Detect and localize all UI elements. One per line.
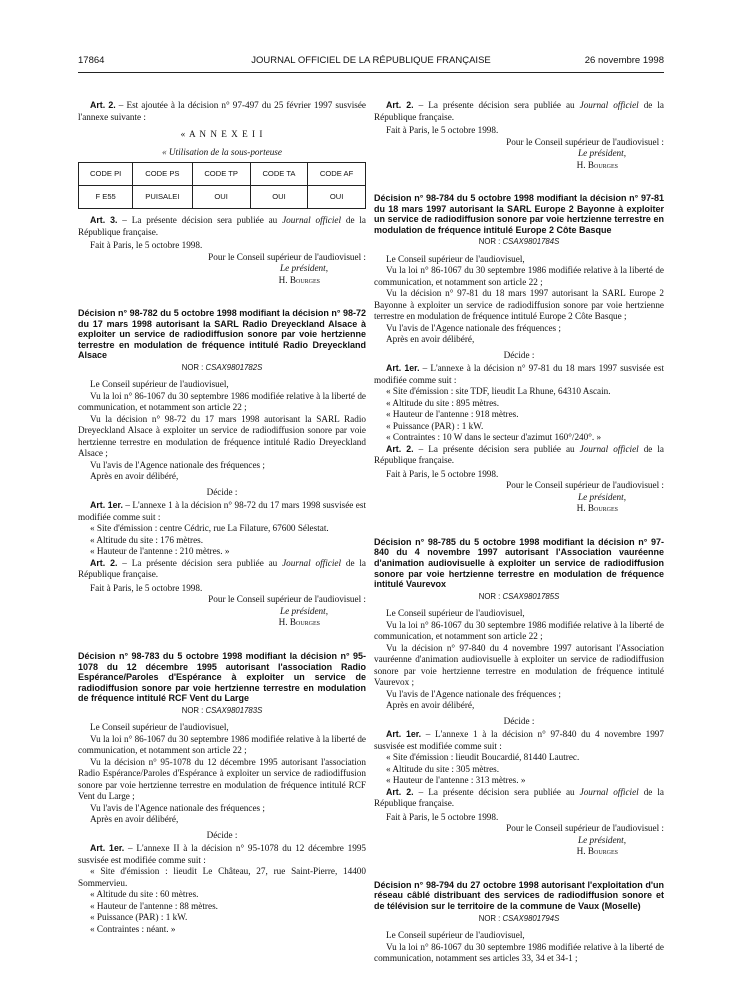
- nor-reference: NOR : CSAX9801782S: [181, 362, 263, 372]
- annex-title: « A N N E X E I I: [180, 129, 264, 139]
- paragraph: Après en avoir délibéré,: [386, 700, 475, 711]
- paragraph: Le Conseil supérieur de l'audiovisuel,: [90, 379, 229, 390]
- signature-name: H. Bourges: [576, 503, 618, 514]
- decision-heading: Décision n° 98-784 du 5 octobre 1998 modifiant la décision n° 97-81 du 18 mars 1997 autorisant la SARL Europe 2 Bayonne à exploiter un service de radiodiffusion sonore par voie hertzienne terrestre en modulation de fréquence intitulé Europe 2 Côte Basque: [374, 193, 664, 235]
- list-item: « Site d'émission : lieudit Le Château, 27, rue Saint-Pierre, 14400 Sommervieu.: [78, 866, 366, 888]
- signature-block: [78, 594, 366, 629]
- header-rule: [78, 72, 664, 73]
- paragraph: Le Conseil supérieur de l'audiovisuel,: [386, 930, 525, 941]
- article-1: Art. 1er. – L'annexe à la décision n° 97-81 du 18 mars 1997 susvisée est modifiée comme suit :: [374, 363, 665, 385]
- nor-reference: NOR : CSAX9801784S: [478, 237, 560, 247]
- paragraph: Vu la loi n° 86-1067 du 30 septembre 1986 modifiée relative à la liberté de communication, notamment ses articles 33, 34 et 34-1 ;: [374, 941, 664, 964]
- list-item: « Site d'émission : lieudit Boucardié, 81440 Lautrec.: [386, 752, 580, 763]
- issue-date: 26 novembre 1998: [584, 55, 664, 66]
- list-item: « Hauteur de l'antenne : 88 mètres.: [90, 900, 218, 911]
- paragraph: Vu la loi n° 86-1067 du 30 septembre 1986 modifiée relative à la liberté de communication, et notamment son article 22 ;: [374, 265, 664, 287]
- article-2: Art. 2. – La présente décision sera publiée au Journal officiel de la République française.: [374, 100, 665, 122]
- decide-label: Décide :: [206, 486, 238, 497]
- page-number: 17864: [78, 55, 105, 66]
- decision-heading: Décision n° 98-785 du 5 octobre 1998 modifiant la décision n° 97-840 du 4 novembre 1997 autorisant l'Association vauréenne d'animation audiovisuelle à exploiter un service de radiodiffusion sonore par voie hertzienne terrestre en modulation de fréquence intitulé Vaurevox: [374, 536, 664, 590]
- decide-label: Décide :: [206, 829, 238, 840]
- list-item: « Site d'émission : site TDF, lieudit La Rhune, 64310 Ascain.: [386, 386, 611, 397]
- decide-label: Décide :: [503, 715, 535, 726]
- signature-block: [374, 823, 664, 858]
- signature-president: Le président,: [280, 263, 328, 273]
- signature-name: H. Bourges: [576, 846, 618, 857]
- list-item: « Hauteur de l'antenne : 210 mètres. »: [90, 546, 230, 557]
- journal-title: JOURNAL OFFICIEL DE LA RÉPUBLIQUE FRANÇAISE: [251, 55, 491, 66]
- paragraph: Vu la loi n° 86-1067 du 30 septembre 1986 modifiée relative à la liberté de communication, et notamment son article 22 ;: [374, 619, 664, 642]
- table-header-row: [79, 163, 366, 186]
- signature-line: Pour le Conseil supérieur de l'audiovisuel :: [506, 136, 664, 147]
- paragraph: Vu l'avis de l'Agence nationale des fréquences ;: [90, 802, 265, 813]
- list-item: « Altitude du site : 895 mètres.: [386, 397, 500, 408]
- fait-a-paris: Fait à Paris, le 5 octobre 1998.: [90, 582, 203, 593]
- table-cell: OUI: [250, 186, 307, 209]
- paragraph: Vu la décision n° 98-72 du 17 mars 1998 autorisant la SARL Radio Dreyeckland Alsace à exploiter un service de radiodiffusion sonore par voie hertzienne terrestre en modulation de fréquence intitulé Radio Dreyeckland Alsace ;: [78, 413, 366, 459]
- nor-reference: NOR : CSAX9801783S: [181, 705, 263, 715]
- signature-name: H. Bourges: [278, 274, 320, 285]
- paragraph: Vu la décision n° 97-81 du 18 mars 1997 autorisant la SARL Europe 2 Bayonne à exploiter un service de radiodiffusion sonore par voie hertzienne terrestre en modulation de fréquence intitulé Europe 2 Côte Basque ;: [374, 288, 664, 322]
- decision-heading: Décision n° 98-783 du 5 octobre 1998 modifiant la décision n° 95-1078 du 12 décembre 1995 autorisant l'association Radio Espérance/Paroles d'Espérance à exploiter un service de radiodiffusion sonore par voie hertzienne terrestre en modulation de fréquence intitulé RCF Vent du Large: [78, 650, 366, 704]
- list-item: « Altitude du site : 60 mètres.: [90, 889, 199, 900]
- paragraph: Vu la décision n° 95-1078 du 12 décembre 1995 autorisant l'association Radio Espérance/Paroles d'Espérance à exploiter un service de radiodiffusion sonore par voie hertzienne terrestre en modulation de fréquence intitulé RCF Vent du Large ;: [78, 756, 366, 802]
- table-header-cell: CODE TA: [250, 163, 307, 186]
- signature-block: [374, 480, 664, 515]
- article-2: Art. 2. – Est ajoutée à la décision n° 97-497 du 25 février 1997 susvisée l'annexe suivante :: [78, 100, 366, 122]
- signature-president: Le président,: [578, 148, 626, 158]
- decision-heading: Décision n° 98-782 du 5 octobre 1998 modifiant la décision n° 98-72 du 17 mars 1998 autorisant la SARL Radio Dreyeckland Alsace à exploiter un service de radiodiffusion sonore par voie hertzienne terrestre en modulation de fréquence intitulé Radio Dreyeckland Alsace: [78, 308, 366, 361]
- article-2: Art. 2. – La présente décision sera publiée au Journal officiel de la République française.: [374, 443, 665, 466]
- signature-president: Le président,: [578, 834, 626, 845]
- table-header-cell: CODE PS: [133, 163, 192, 186]
- signature-president: Le président,: [578, 491, 626, 502]
- list-item: « Altitude du site : 176 mètres.: [90, 534, 204, 545]
- paragraph: Vu la loi n° 86-1067 du 30 septembre 1986 modifiée relative à la liberté de communication, et notamment son article 22 ;: [78, 733, 366, 756]
- list-item: « Altitude du site : 305 mètres.: [386, 763, 500, 774]
- codes-table: [78, 162, 366, 209]
- paragraph: Vu l'avis de l'Agence nationale des fréquences ;: [386, 322, 561, 333]
- table-row: [79, 186, 366, 209]
- table-header-cell: CODE AF: [308, 163, 366, 186]
- decision-heading: Décision n° 98-794 du 27 octobre 1998 autorisant l'exploitation d'un réseau câblé distribuant des services de radiodiffusion sonore et de télévision sur le territoire de la commune de Vaux (Moselle): [374, 879, 664, 912]
- list-item: « Hauteur de l'antenne : 313 mètres. »: [386, 775, 526, 786]
- paragraph: Après en avoir délibéré,: [386, 334, 475, 345]
- decide-label: Décide :: [503, 349, 535, 360]
- list-item: « Contraintes : néant. »: [90, 923, 176, 934]
- table-cell: OUI: [308, 186, 366, 209]
- signature-name: H. Bourges: [576, 159, 618, 170]
- article-2: Art. 2. – La présente décision sera publiée au Journal officiel de la République française.: [78, 557, 366, 580]
- paragraph: Vu la loi n° 86-1067 du 30 septembre 1986 modifiée relative à la liberté de communication, et notamment son article 22 ;: [78, 390, 366, 413]
- fait-a-paris: Fait à Paris, le 5 octobre 1998.: [386, 811, 499, 822]
- signature-line: Pour le Conseil supérieur de l'audiovisuel :: [208, 251, 366, 262]
- article-1: Art. 1er. – L'annexe 1 à la décision n° 98-72 du 17 mars 1998 susvisée est modifiée comme suit :: [78, 500, 366, 522]
- table-header-cell: CODE PI: [79, 163, 133, 186]
- fait-a-paris: Fait à Paris, le 5 octobre 1998.: [386, 468, 499, 479]
- right-column: [374, 100, 664, 965]
- article-1: Art. 1er. – L'annexe II à la décision n° 95-1078 du 12 décembre 1995 susvisée est modifiée comme suit :: [78, 843, 367, 865]
- list-item: « Hauteur de l'antenne : 918 mètres.: [386, 409, 519, 420]
- article-1: Art. 1er. – L'annexe 1 à la décision n° 97-840 du 4 novembre 1997 susvisée est modifiée comme suit :: [374, 729, 664, 751]
- signature-line: Pour le Conseil supérieur de l'audiovisuel :: [208, 594, 366, 605]
- signature-block: [374, 137, 664, 172]
- fait-a-paris: Fait à Paris, le 5 octobre 1998.: [90, 240, 203, 250]
- annex-subtitle: « Utilisation de la sous-porteuse: [162, 146, 282, 157]
- paragraph: Le Conseil supérieur de l'audiovisuel,: [386, 253, 525, 264]
- signature-line: Pour le Conseil supérieur de l'audiovisuel :: [506, 823, 664, 834]
- signature-line: Pour le Conseil supérieur de l'audiovisuel :: [506, 480, 664, 491]
- page-header: [78, 55, 664, 69]
- list-item: « Site d'émission : centre Cédric, rue La Filature, 67600 Sélestat.: [90, 523, 329, 534]
- list-item: « Puissance (PAR) : 1 kW.: [386, 420, 484, 431]
- table-cell: F E55: [79, 186, 133, 209]
- paragraph: Vu l'avis de l'Agence nationale des fréquences ;: [90, 459, 265, 470]
- article-2: Art. 2. – La présente décision sera publiée au Journal officiel de la République française.: [374, 786, 665, 809]
- paragraph: Vu l'avis de l'Agence nationale des fréquences ;: [386, 688, 561, 699]
- list-item: « Puissance (PAR) : 1 kW.: [90, 912, 188, 923]
- paragraph: Le Conseil supérieur de l'audiovisuel,: [386, 608, 525, 619]
- table-cell: PUISALEI: [133, 186, 192, 209]
- left-column: [78, 100, 366, 935]
- article-3: Art. 3. – La présente décision sera publiée au Journal officiel de la République française.: [78, 215, 366, 237]
- paragraph: Après en avoir délibéré,: [90, 814, 179, 825]
- paragraph: Le Conseil supérieur de l'audiovisuel,: [90, 722, 229, 733]
- nor-reference: NOR : CSAX9801785S: [478, 591, 560, 601]
- list-item: « Contraintes : 10 W dans le secteur d'azimut 160°/240°. »: [386, 432, 602, 443]
- table-cell: OUI: [192, 186, 250, 209]
- fait-a-paris: Fait à Paris, le 5 octobre 1998.: [386, 125, 499, 135]
- table-header-cell: CODE TP: [192, 163, 250, 186]
- signature-block: [78, 252, 366, 287]
- paragraph: Après en avoir délibéré,: [90, 471, 179, 482]
- signature-name: H. Bourges: [278, 617, 320, 628]
- paragraph: Vu la décision n° 97-840 du 4 novembre 1997 autorisant l'Association vauréenne d'animation audiovisuelle à exploiter un service de radiodiffusion sonore par voie hertzienne terrestre en modulation de fréquence intitulé Vaurevox ;: [374, 642, 664, 688]
- nor-reference: NOR : CSAX9801794S: [478, 913, 560, 923]
- signature-president: Le président,: [280, 605, 328, 616]
